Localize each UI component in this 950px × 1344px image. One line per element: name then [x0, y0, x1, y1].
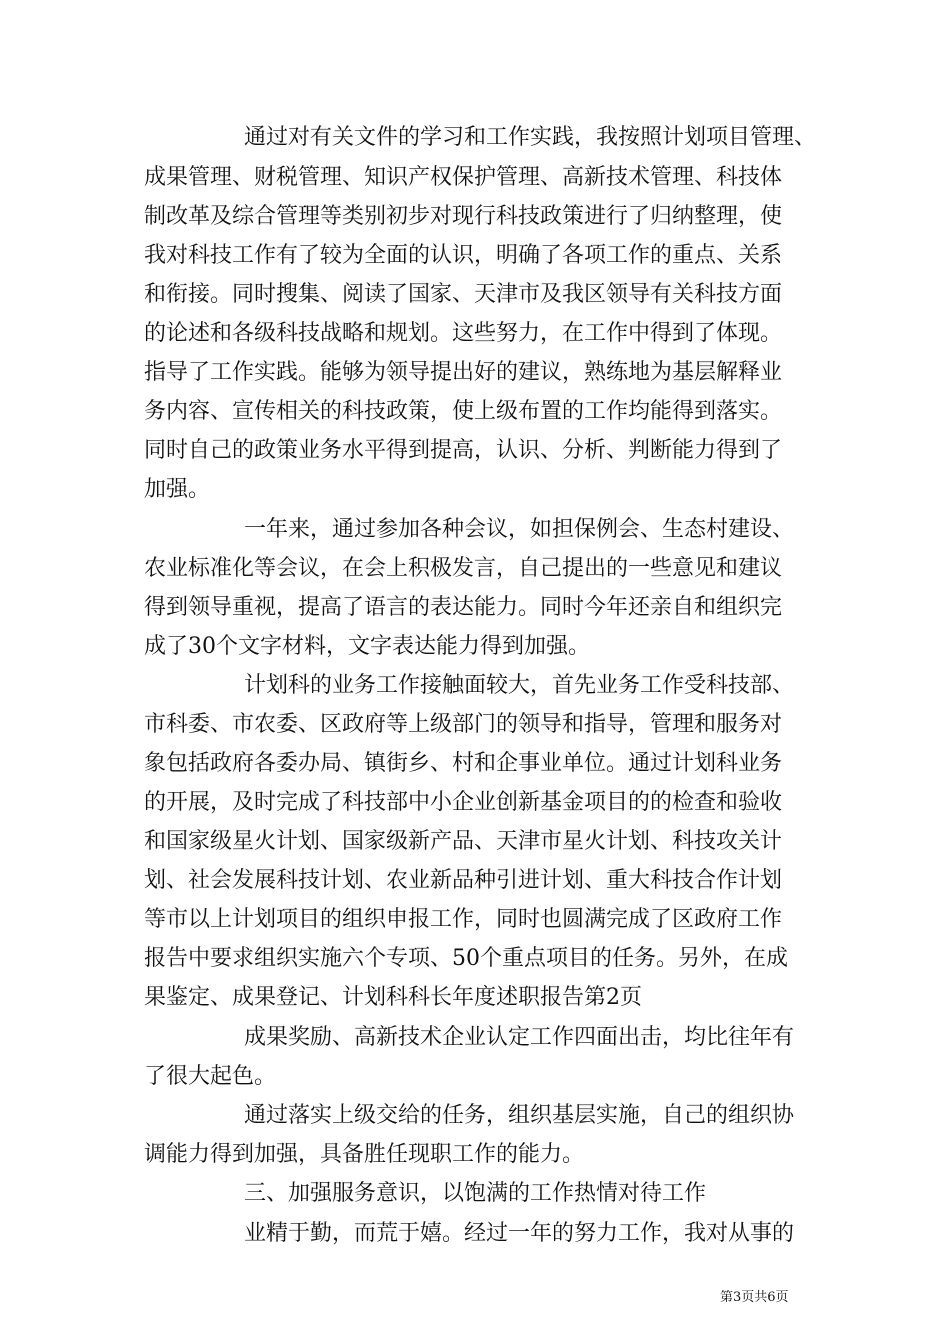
paragraph-line: 等市以上计划项目的组织申报工作，同时也圆满完成了区政府工作 [144, 907, 783, 932]
paragraph-line: 市科委、市农委、区政府等上级部门的领导和指导，管理和服务对 [144, 712, 783, 737]
paragraph-line: 和衔接。同时搜集、阅读了国家、天津市及我区领导有关科技方面 [144, 282, 783, 307]
paragraph-line: 的开展，及时完成了科技部中小企业创新基金项目的的检查和验收 [144, 790, 783, 815]
paragraph-line: 我对科技工作有了较为全面的认识，明确了各项工作的重点、关系 [144, 243, 783, 268]
paragraph-line: 象包括政府各委办局、镇街乡、村和企事业单位。通过计划科业务 [144, 751, 783, 776]
paragraph-line: 成果奖励、高新技术企业认定工作四面出击，均比往年有 [244, 1025, 795, 1050]
paragraph-line: 报告中要求组织实施六个专项、50个重点项目的任务。另外，在成 [144, 946, 788, 971]
paragraph-line: 农业标准化等会议，在会上积极发言，自己提出的一些意见和建议 [144, 556, 783, 581]
paragraph-line: 成果管理、财税管理、知识产权保护管理、高新技术管理、科技体 [144, 165, 783, 190]
paragraph-line: 计划科的业务工作接触面较大，首先业务工作受科技部、 [244, 673, 795, 698]
paragraph-line: 的论述和各级科技战略和规划。这些努力，在工作中得到了体现。 [144, 321, 783, 346]
paragraph-line: 调能力得到加强，具备胜任现职工作的能力。 [144, 1142, 585, 1167]
paragraph-line: 成了30个文字材料，文字表达能力得到加强。 [144, 634, 590, 659]
page-number-footer: 第3页共6页 [720, 1290, 789, 1305]
paragraph-line: 通过对有关文件的学习和工作实践，我按照计划项目管理、 [244, 125, 817, 150]
paragraph-line: 果鉴定、成果登记、计划科科长年度述职报告第2页 [144, 985, 642, 1010]
section-heading: 三、加强服务意识，以饱满的工作热情对待工作 [244, 1181, 707, 1206]
paragraph-line: 同时自己的政策业务水平得到提高，认识、分析、判断能力得到了 [144, 438, 783, 463]
paragraph-line: 和国家级星火计划、国家级新产品、天津市星火计划、科技攻关计 [144, 829, 783, 854]
paragraph-line: 通过落实上级交给的任务，组织基层实施，自己的组织协 [244, 1103, 795, 1128]
paragraph-line: 业精于勤，而荒于嬉。经过一年的努力工作，我对从事的 [244, 1221, 795, 1246]
paragraph-line: 指导了工作实践。能够为领导提出好的建议，熟练地为基层解释业 [144, 360, 783, 385]
paragraph-line: 划、社会发展科技计划、农业新品种引进计划、重大科技合作计划 [144, 868, 783, 893]
paragraph-line: 了很大起色。 [144, 1064, 277, 1089]
paragraph-line: 得到领导重视，提高了语言的表达能力。同时今年还亲自和组织完 [144, 595, 783, 620]
paragraph-line: 一年来，通过参加各种会议，如担保例会、生态村建设、 [244, 517, 795, 542]
paragraph-line: 加强。 [144, 477, 211, 502]
paragraph-line: 制改革及综合管理等类别初步对现行科技政策进行了归纳整理，使 [144, 204, 783, 229]
paragraph-line: 务内容、宣传相关的科技政策，使上级布置的工作均能得到落实。 [144, 399, 783, 424]
